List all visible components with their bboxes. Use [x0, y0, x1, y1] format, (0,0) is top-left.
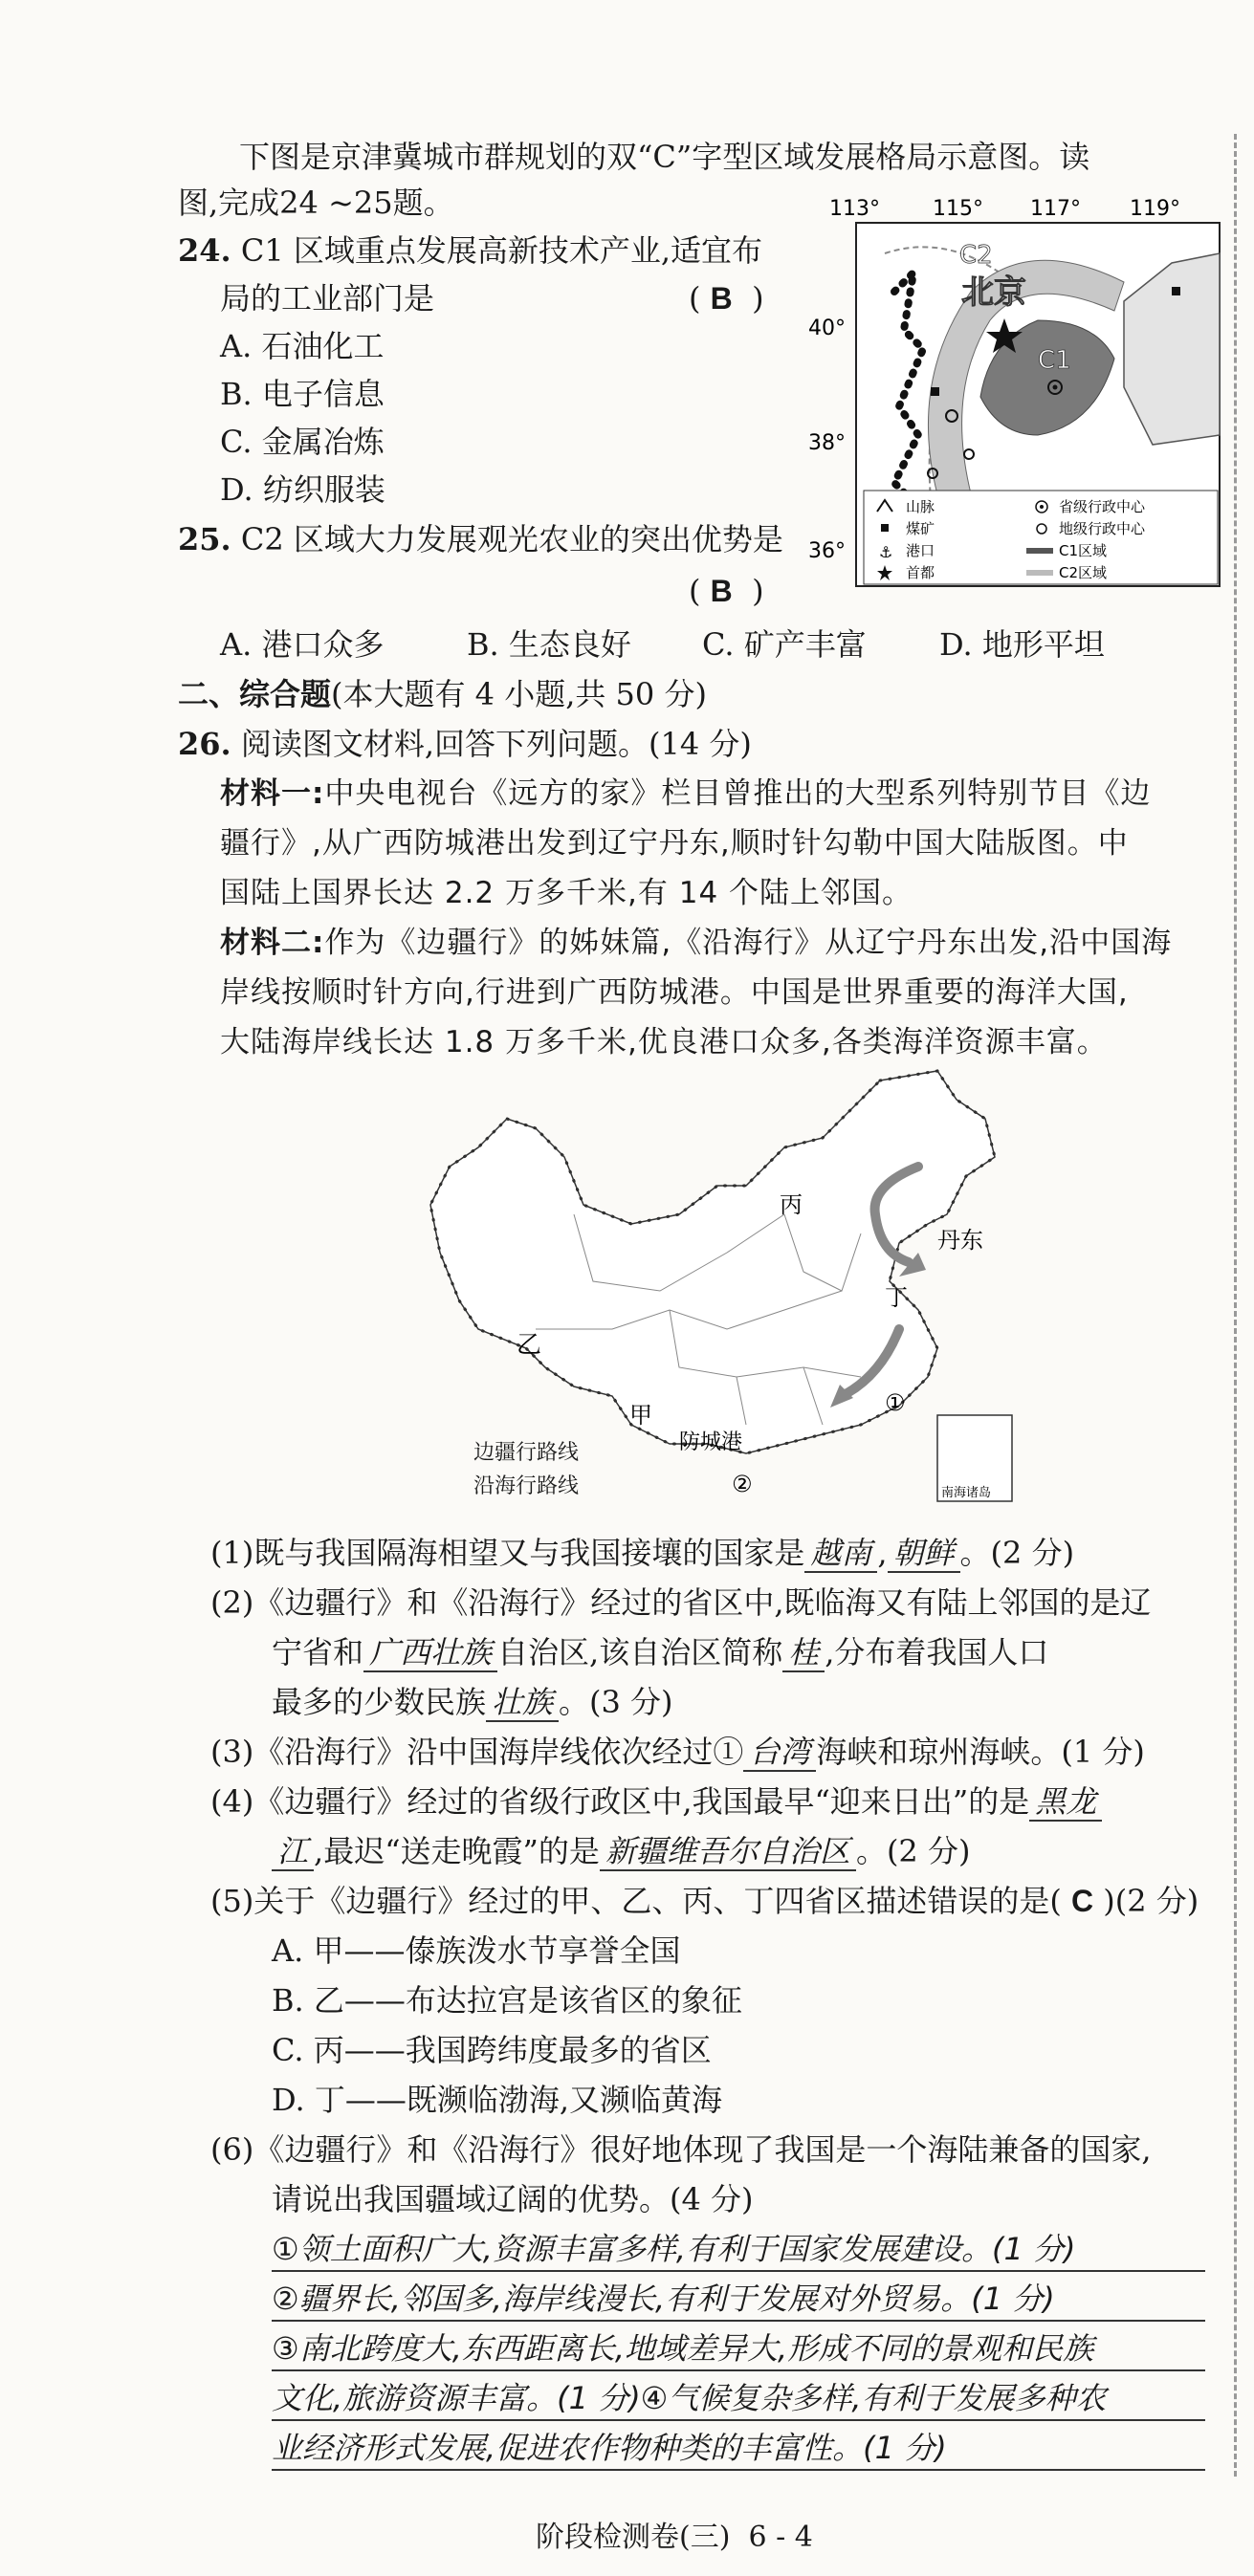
legend-item: 煤矿	[906, 520, 935, 537]
footer-title: 阶段检测卷(三)	[536, 2521, 731, 2554]
material-1-line-1: 材料一:中央电视台《远方的家》栏目曾推出的大型系列特别节目《边	[220, 776, 1152, 811]
sub1: (1)既与我国隔海相望又与我国接壤的国家是 越南 , 朝鲜 。(2 分)	[210, 1535, 1075, 1571]
q24-answer: ( B )	[689, 280, 764, 317]
sub4-line-2: 江 ,最迟“送走晚霞”的是 新疆维吾尔自治区 。(2 分)	[272, 1830, 970, 1872]
material-2-line-1: 材料二:作为《边疆行》的姊妹篇,《沿海行》从辽宁丹东出发,沿中国海	[220, 926, 1173, 960]
sub5-option: B. 乙——布达拉宫是该省区的象征	[272, 1982, 742, 2019]
sub6-line-1: (6)《边疆行》和《沿海行》很好地体现了我国是一个海陆兼备的国家,	[210, 2131, 1152, 2168]
material-1-label: 材料一:	[220, 776, 325, 811]
lat-label: 36°	[808, 539, 846, 563]
legend-item: C2区域	[1059, 564, 1108, 581]
sub6-answer-line: ②疆界长,邻国多,海岸线漫长,有利于发展对外贸易。(1 分)	[272, 2278, 1205, 2322]
sub5-option: A. 甲——傣族泼水节享誉全国	[272, 1932, 681, 1969]
sub6-answer-line: ③南北跨度大,东西距离长,地域差异大,形成不同的景观和民族	[272, 2327, 1205, 2371]
q24-stem-line-1	[178, 229, 762, 272]
label-ding: 丁	[885, 1284, 908, 1311]
sub5-option: D. 丁——既濒临渤海,又濒临黄海	[272, 2082, 723, 2118]
svg-text:⚓: ⚓	[879, 543, 893, 561]
q25-number: 25.	[178, 521, 231, 557]
intro-line-2: 图,完成24 ~25题。	[178, 185, 454, 221]
lon-label: 113°	[829, 197, 880, 221]
label-fangcheng: 防城港	[679, 1430, 743, 1454]
answer: 台湾	[743, 1734, 816, 1772]
label-jia: 甲	[629, 1402, 652, 1429]
sub5-answer: C	[1071, 1884, 1094, 1918]
label-dandong: 丹东	[937, 1227, 983, 1254]
label-strait-1: ①	[885, 1389, 906, 1416]
jingjinji-map	[808, 196, 1229, 598]
q25-option: B. 生态良好	[467, 626, 631, 663]
lon-label: 117°	[1030, 197, 1081, 221]
answer: 新疆维吾尔自治区	[600, 1833, 856, 1871]
sub2-line-3: 最多的少数民族 壮族 。(3 分)	[272, 1684, 673, 1720]
lon-label: 119°	[1130, 197, 1180, 221]
q24-option: B. 电子信息	[220, 376, 385, 412]
q25-stem: 25. C2 区域大力发展观光农业的突出优势是	[178, 521, 783, 557]
legend-border-route: 边疆行路线	[473, 1441, 580, 1465]
c2-label: C2	[959, 241, 993, 270]
legend-item: 首都	[906, 564, 935, 581]
sub5-stem: (5)关于《边疆行》经过的甲、乙、丙、丁四省区描述错误的是( C )(2 分)	[210, 1883, 1199, 1919]
label-strait-2: ②	[732, 1471, 753, 1497]
intro-line-1: 下图是京津冀城市群规划的双“C”字型区域发展格局示意图。读	[239, 139, 1090, 175]
sub3: (3)《沿海行》沿中国海岸线依次经过① 台湾 海峡和琼州海峡。(1 分)	[210, 1734, 1145, 1770]
q25-answer-value: B	[710, 574, 733, 608]
answer: 越南	[804, 1535, 877, 1573]
page-number: 6 - 4	[748, 2521, 813, 2554]
q24-option: D. 纺织服装	[220, 471, 385, 508]
south-sea-label: 南海诸岛	[941, 1486, 992, 1500]
answer: 桂	[782, 1634, 825, 1672]
material-1-line-3: 国陆上国界长达 2.2 万多千米,有 14 个陆上邻国。	[220, 876, 913, 910]
margin-line	[1234, 134, 1237, 2477]
lat-label: 38°	[808, 431, 846, 455]
sub6-answer-line: ①领土面积广大,资源丰富多样,有利于国家发展建设。(1 分)	[272, 2228, 1205, 2272]
material-2-line-2: 岸线按顺时针方向,行进到广西防城港。中国是世界重要的海洋大国,	[220, 975, 1129, 1010]
legend-item: 港口	[906, 542, 935, 559]
q24-option: C. 金属冶炼	[220, 424, 385, 460]
material-2-label: 材料二:	[220, 926, 325, 960]
q25-option: C. 矿产丰富	[702, 626, 867, 663]
lon-label: 115°	[933, 197, 983, 221]
legend-item: 省级行政中心	[1059, 498, 1146, 515]
answer: 江	[272, 1833, 314, 1871]
label-bing: 丙	[780, 1191, 803, 1218]
sub6-line-2: 请说出我国疆域辽阔的优势。(4 分)	[272, 2181, 754, 2217]
sub2-line-1: (2)《边疆行》和《沿海行》经过的省区中,既临海又有陆上邻国的是辽	[210, 1584, 1152, 1621]
legend-item: 山脉	[906, 498, 935, 515]
q25-option: D. 地形平坦	[939, 626, 1105, 663]
footer	[536, 2517, 813, 2559]
q24-stem: C1 区域重点发展高新技术产业,适宜布	[240, 232, 763, 269]
answer: 壮族	[486, 1684, 559, 1722]
sub4-line-1: (4)《边疆行》经过的省级行政区中,我国最早“迎来日出”的是 黑龙	[210, 1780, 1102, 1823]
answer: 黑龙	[1029, 1783, 1102, 1822]
answer: 广西壮族	[363, 1634, 497, 1672]
label-yi: 乙	[517, 1331, 542, 1360]
legend-coast-route: 沿海行路线	[473, 1474, 580, 1498]
legend-item: 地级行政中心	[1059, 520, 1146, 537]
q24-number: 24.	[178, 232, 231, 269]
sub5-option: C. 丙——我国跨纬度最多的省区	[272, 2032, 712, 2068]
q26-number: 26.	[178, 726, 231, 762]
legend-item: C1区域	[1059, 542, 1108, 559]
q25-answer: ( B )	[689, 573, 764, 609]
q26-stem: 26. 阅读图文材料,回答下列问题。(14 分)	[178, 726, 752, 762]
answer: 朝鲜	[888, 1535, 960, 1573]
sub2-line-2: 宁省和 广西壮族 自治区,该自治区简称 桂 ,分布着我国人口	[272, 1634, 1049, 1670]
lat-label: 40°	[808, 317, 846, 340]
c1-label: C1	[1038, 346, 1071, 375]
q24-stem-line-2: 局的工业部门是	[220, 280, 435, 317]
q24-answer-value: B	[710, 281, 733, 316]
material-2-line-3: 大陆海岸线长达 1.8 万多千米,优良港口众多,各类海洋资源丰富。	[220, 1025, 1108, 1059]
q24-option: A. 石油化工	[220, 328, 385, 364]
sub6-answer-line: 文化,旅游资源丰富。(1 分)④气候复杂多样,有利于发展多种农	[272, 2377, 1205, 2421]
q25-option: A. 港口众多	[220, 626, 385, 663]
material-1-line-2: 疆行》,从广西防城港出发到辽宁丹东,顺时针勾勒中国大陆版图。中	[220, 826, 1129, 861]
sub6-answer-line: 业经济形式发展,促进农作物种类的丰富性。(1 分)	[272, 2427, 1205, 2471]
beijing-label: 北京	[961, 273, 1026, 312]
section-2-heading: 二、综合题(本大题有 4 小题,共 50 分)	[178, 676, 707, 712]
